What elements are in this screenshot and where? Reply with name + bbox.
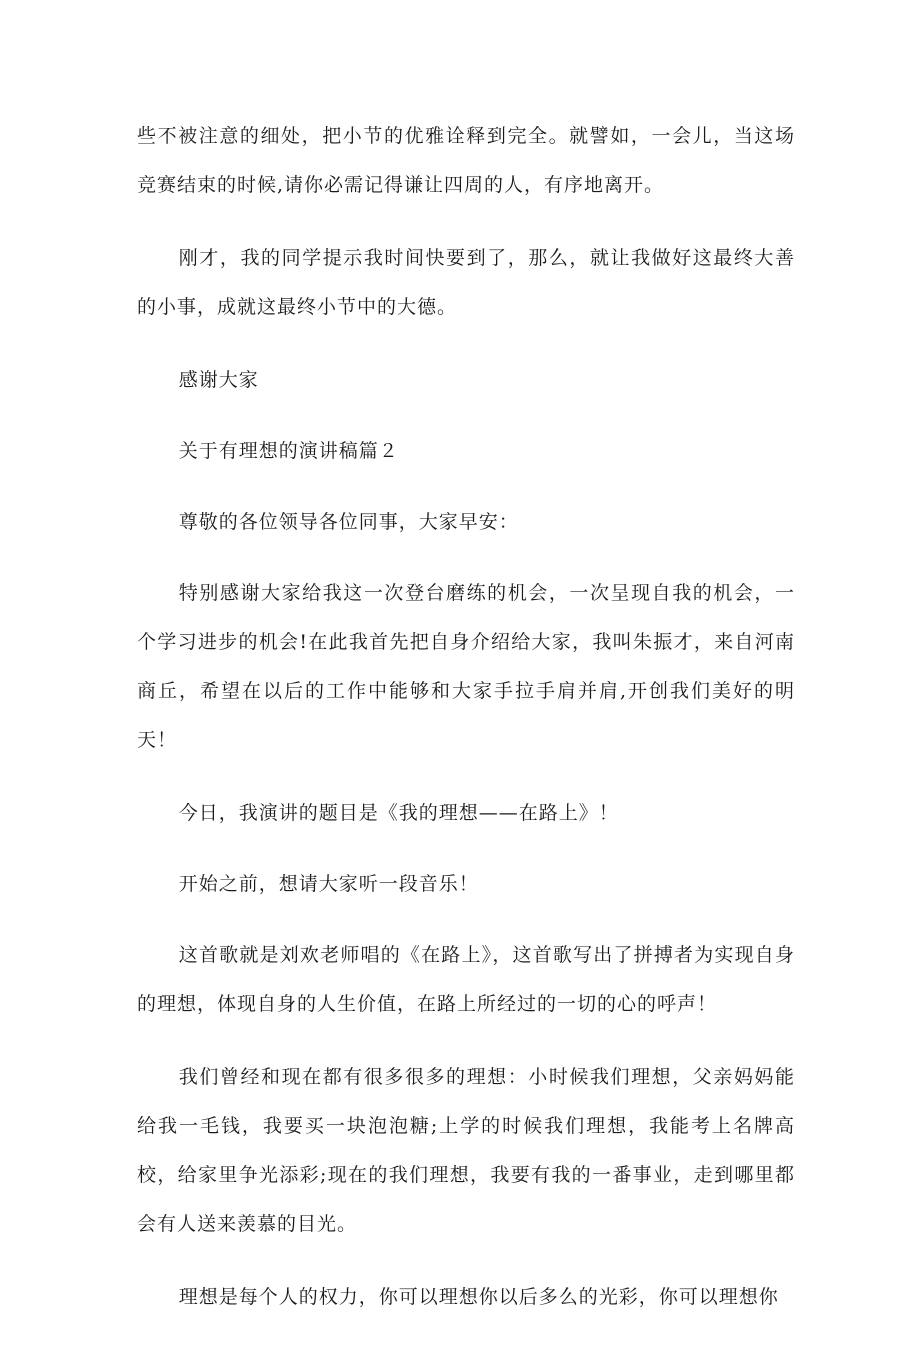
paragraph-introduction: 特别感谢大家给我这一次登台磨练的机会，一次呈现自我的机会，一个学习进步的机会!在此我首先把自身介绍给大家，我叫朱振才，来自河南商丘，希望在以后的工作中能够和大家手拉手肩并肩,开创我们美好的明天！ (137, 582, 795, 751)
section-title: 关于有理想的演讲稿篇２ (178, 440, 399, 462)
document-body (137, 112, 795, 1346)
paragraph-topic: 今日，我演讲的题目是《我的理想——在路上》！ (178, 802, 619, 824)
paragraph-dreams: 我们曾经和现在都有很多很多的理想：小时候我们理想，父亲妈妈能给我一毛钱，我要买一块泡泡糖;上学的时候我们理想，我能考上名牌高校，给家里争光添彩;现在的我们理想，我要有我的一番事业，走到哪里都会有人送来羡慕的目光。 (137, 1066, 795, 1235)
paragraph-continuation: 些不被注意的细处，把小节的优雅诠释到完全。就譬如，一会儿，当这场竞赛结束的时候,请你必需记得谦让四周的人，有序地离开。 (137, 125, 795, 196)
paragraph-greeting: 尊敬的各位领导各位同事，大家早安： (178, 511, 519, 533)
paragraph-song: 这首歌就是刘欢老师唱的《在路上》，这首歌写出了拼搏者为实现自身的理想，体现自身的人生价值，在路上所经过的一切的心的呼声！ (137, 944, 795, 1015)
paragraph-rights: 理想是每个人的权力，你可以理想你以后多么的光彩，你可以理想你 (178, 1286, 779, 1308)
paragraph-music: 开始之前，想请大家听一段音乐！ (178, 873, 479, 895)
paragraph-time-reminder: 刚才，我的同学提示我时间快要到了，那么，就让我做好这最终大善的小事，成就这最终小节中的大德。 (137, 247, 795, 318)
paragraph-thanks: 感谢大家 (178, 369, 259, 391)
